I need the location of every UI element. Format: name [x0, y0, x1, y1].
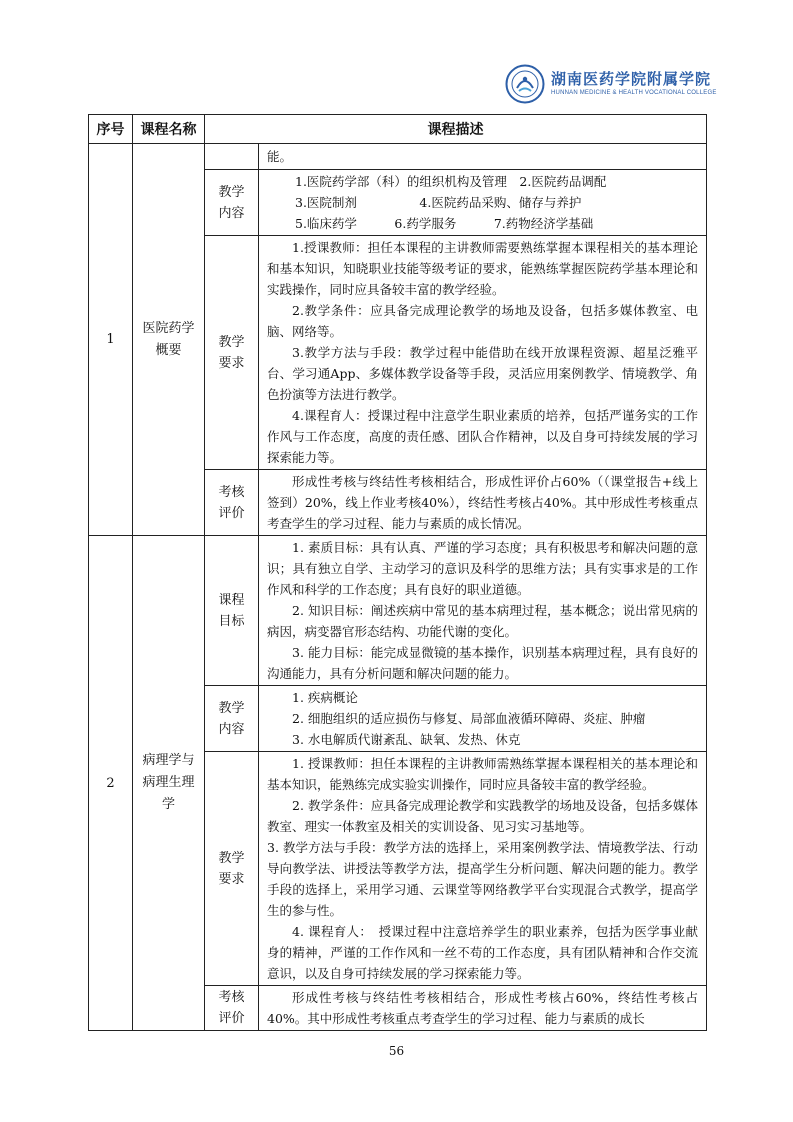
header-description: 课程描述 [205, 115, 707, 144]
content-label-line: 内容 [218, 205, 245, 221]
continued-text-cell [259, 144, 707, 170]
school-logo [505, 62, 717, 108]
evaluation-label-line: 评价 [218, 1011, 245, 1026]
goal-label-line: 目标 [218, 613, 245, 629]
school-name-cn: 湖南医药学院附属学院 [551, 70, 712, 88]
goal-text-cell [259, 536, 707, 686]
requirement-paragraph: 4. 课程育人： 授课过程中注意培养学生的职业素养，包括为医学事业献身的精神，严谨的工作作风和一丝不苟的工作态度，具有团队精神和合作交流意识，以及自身可持续发展的学习探索能力等。 [267, 924, 698, 981]
requirement-label [205, 752, 259, 986]
table-row [89, 144, 707, 170]
course-index: 2 [89, 536, 133, 1031]
goal-paragraph: 1. 素质目标：具有认真、严谨的学习态度；具有积极思考和解决问题的意识；具有独立自学、主动学习的意识及科学的思维方法；具有实事求是的工作作风和科学的工作态度；具有良好的职业道德。 [267, 540, 698, 597]
content-text-cell [259, 170, 707, 236]
goal-paragraph: 2. 知识目标：阐述疾病中常见的基本病理过程，基本概念；说出常见病的病因，病变器官形态结构、功能代谢的变化。 [267, 603, 698, 639]
evaluation-label [205, 986, 259, 1031]
evaluation-label-line: 评价 [218, 505, 245, 521]
course-index: 1 [89, 144, 133, 536]
requirement-text-cell [259, 752, 707, 986]
requirement-label-line: 教学 [218, 850, 245, 866]
evaluation-text: 形成性考核与终结性考核相结合，形成性评价占60%（（课堂报告+线上签到）20%，线上作业考核40%），终结性考核占40%。其中形成性考核重点考查学生的学习过程、能力与素质的成长情况。 [267, 474, 698, 531]
continued-label-cell [205, 144, 259, 170]
evaluation-text-cell [259, 986, 707, 1031]
content-line: 2. 细胞组织的适应损伤与修复、局部血液循环障碍、炎症、肿瘤 [292, 711, 646, 726]
evaluation-text: 形成性考核与终结性考核相结合，形成性考核占60%，终结性考核占40%。其中形成性考核重点考查学生的学习过程、能力与素质的成长 [267, 990, 698, 1026]
course-name-line: 概要 [155, 342, 182, 358]
course-name [133, 144, 205, 536]
course-table [88, 114, 707, 1031]
requirement-paragraph: 2. 教学条件：应具备完成理论教学和实践教学的场地及设备，包括多媒体教室、理实一体教室及相关的实训设备、见习实习基地等。 [267, 798, 698, 834]
requirement-label-line: 要求 [218, 871, 245, 887]
course-name-line: 病理学与 [142, 753, 195, 768]
goal-paragraph: 3. 能力目标：能完成显微镜的基本操作，识别基本病理过程，具有良好的沟通能力，具有分析问题和解决问题的能力。 [267, 645, 698, 681]
requirement-paragraph: 3. 教学方法与手段：教学方法的选择上，采用案例教学法、情境教学法、行动导向教学法、讲授法等教学方法，提高学生分析问题、解决问题的能力。教学手段的选择上，采用学习通、云课堂等网络教学平台实现混合式教学，提高学生的参与性。 [267, 840, 698, 918]
school-seal-icon [505, 64, 545, 104]
requirement-paragraph: 2.教学条件：应具备完成理论教学的场地及设备，包括多媒体教室、电脑、网络等。 [267, 303, 698, 339]
table-row [89, 536, 707, 686]
requirement-paragraph: 4.课程育人：授课过程中注意学生职业素质的培养，包括严谨务实的工作作风与工作态度，高度的责任感、团队合作精神，以及自身可持续发展的学习探索能力等。 [267, 408, 698, 465]
content-line: 1.医院药学部（科）的组织机构及管理 2.医院药品调配 [295, 174, 607, 189]
course-name-line: 学 [161, 797, 175, 812]
school-name-en: HUNNAN MEDICINE & HEALTH VOCATIONAL COLLEGE [551, 90, 717, 96]
content-line: 3.医院制剂 4.医院药品采购、储存与养护 [295, 195, 582, 210]
content-label [205, 686, 259, 752]
header-course-name: 课程名称 [133, 115, 205, 144]
evaluation-label [205, 470, 259, 536]
content-label-line: 内容 [218, 721, 245, 737]
course-name-line: 医院药学 [142, 320, 195, 336]
requirement-label-line: 要求 [218, 355, 245, 371]
page-number: 56 [388, 1044, 405, 1058]
continued-text: 能。 [267, 149, 293, 164]
header-index: 序号 [89, 115, 133, 144]
content-text-cell [259, 686, 707, 752]
content-label [205, 170, 259, 236]
content-line: 5.临床药学 6.药学服务 7.药物经济学基础 [295, 216, 594, 231]
requirement-paragraph: 1. 授课教师：担任本课程的主讲教师需熟练掌握本课程相关的基本理论和基本知识，能熟练完成实验实训操作，同时应具备较丰富的教学经验。 [267, 756, 698, 792]
content-line: 3. 水电解质代谢紊乱、缺氧、发热、休克 [292, 732, 521, 747]
content-label-line: 教学 [218, 700, 245, 716]
goal-label-line: 课程 [218, 592, 245, 608]
content-label-line: 教学 [218, 184, 245, 200]
goal-label [205, 536, 259, 686]
requirement-paragraph: 1.授课教师：担任本课程的主讲教师需要熟练掌握本课程相关的基本理论和基本知识，知晓职业技能等级考证的要求，能熟练掌握医院药学基本理论和实践操作，同时应具备较丰富的教学经验。 [267, 240, 698, 297]
evaluation-label-line: 考核 [218, 990, 245, 1005]
evaluation-text-cell [259, 470, 707, 536]
course-name [133, 536, 205, 1031]
evaluation-label-line: 考核 [218, 484, 245, 500]
requirement-text-cell [259, 236, 707, 470]
requirement-paragraph: 3.教学方法与手段：教学过程中能借助在线开放课程资源、超星泛雅平台、学习通App、多媒体教学设备等手段，灵活应用案例教学、情境教学、角色扮演等方法进行教学。 [267, 345, 698, 402]
content-line: 1. 疾病概论 [292, 690, 358, 705]
course-name-line: 病理生理 [142, 775, 195, 790]
table-header-row [89, 115, 707, 144]
requirement-label [205, 236, 259, 470]
requirement-label-line: 教学 [218, 334, 245, 350]
